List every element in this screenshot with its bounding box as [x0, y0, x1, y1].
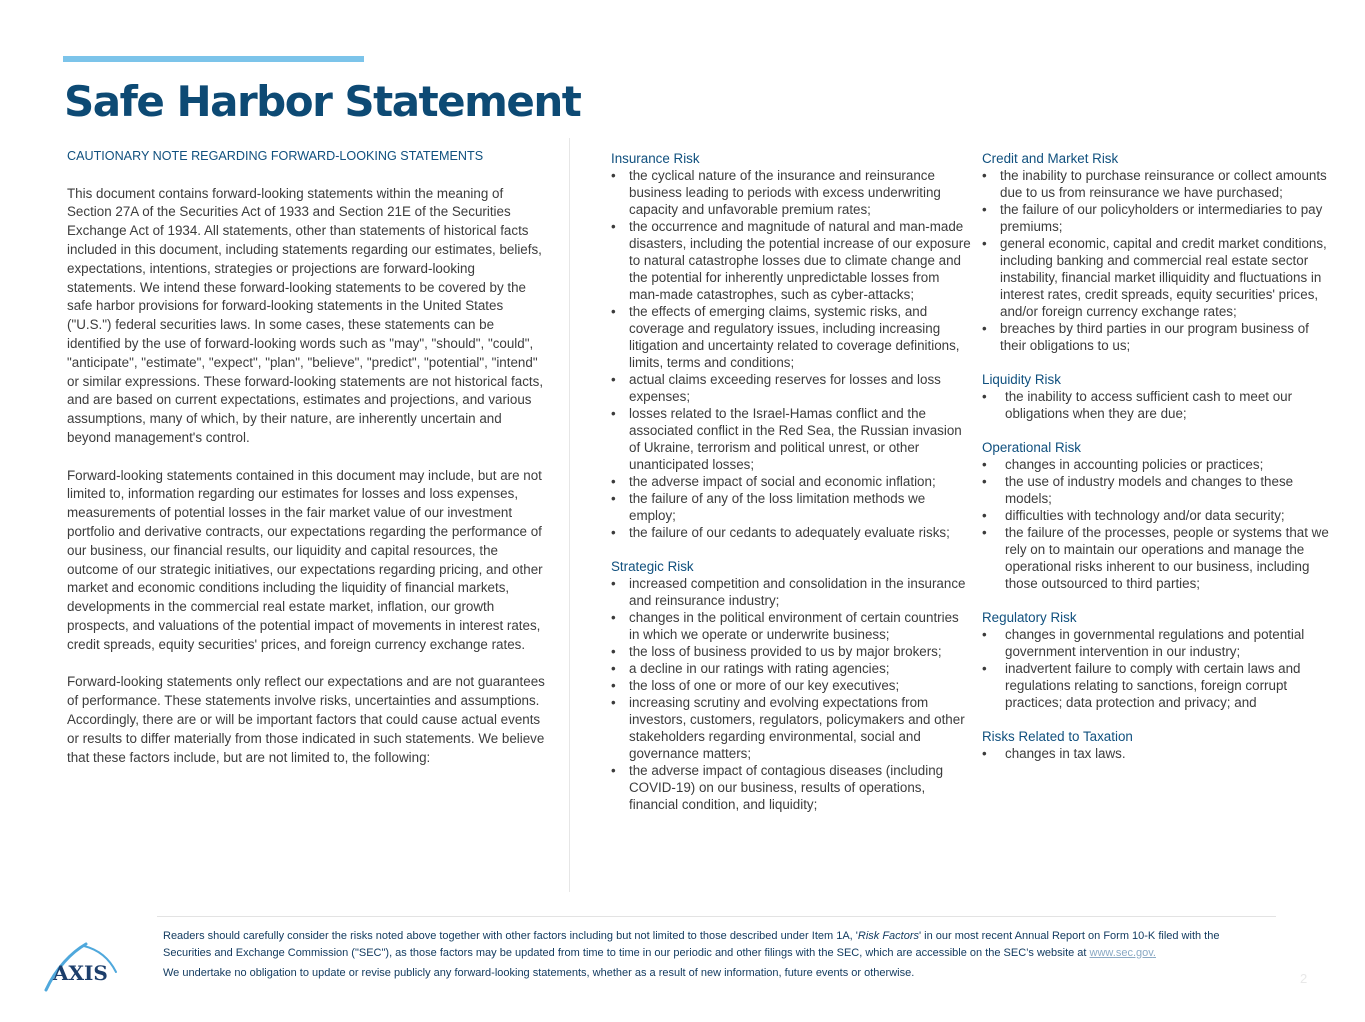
risk-item: • the loss of business provided to us by major brokers; [611, 643, 971, 660]
insurance-risk-list [611, 167, 971, 541]
credit-market-risk-list [982, 167, 1338, 354]
risk-item: • the loss of one or more of our key executives; [611, 677, 971, 694]
risk-item: • changes in accounting policies or practices; [982, 456, 1338, 473]
footer-link-suffix: . [1152, 946, 1156, 959]
operational-risk-list [982, 456, 1338, 592]
axis-logo-text: AXIS [53, 961, 108, 985]
footer-disclaimer: We undertake no obligation to update or revise publicly any forward-looking statements, whether as a result of new information, future events or otherwise. [163, 967, 915, 979]
risk-item: • inadvertent failure to comply with certain laws and regulations relating to sanctions, foreign corrupt practices; data protection and privacy; and [982, 660, 1338, 711]
taxation-risk-section [982, 728, 1338, 762]
footer-risk-note [163, 928, 1268, 961]
risk-item: • the effects of emerging claims, systemic risks, and coverage and regulatory issues, including increasing litigation and uncertainty related to coverage definitions, limits, terms and conditions; [611, 303, 971, 371]
page-title: Safe Harbor Statement [64, 77, 581, 126]
operational-risk-section [982, 439, 1338, 592]
footer-notes [163, 928, 1268, 982]
regulatory-risk-heading: Regulatory Risk [982, 610, 1077, 625]
risk-item: • a decline in our ratings with rating agencies; [611, 660, 971, 677]
risk-item: • the failure of our cedants to adequately evaluate risks; [611, 524, 971, 541]
risk-item: • difficulties with technology and/or data security; [982, 507, 1338, 524]
risk-column-right [982, 150, 1338, 779]
risk-item: • the adverse impact of social and economic inflation; [611, 473, 971, 490]
risk-item: • the failure of our policyholders or intermediaries to pay premiums; [982, 201, 1338, 235]
paragraph-scope: Forward-looking statements contained in this document may include, but are not limited to, information regarding our estimates for losses and loss expenses, measurements of potential losses in the fair market value of our investment portfolio and derivative contracts, our expectations regarding the performance of our business, our financial results, our liquidity and capital resources, the outcome of our strategic initiatives, our expectations regarding pricing, and other market and economic conditions including the liquidity of financial markets, developments in the commercial real estate market, inflation, our growth prospects, and valuations of the potential impact of movements in interest rates, credit spreads, equity securities' prices, and foreign currency exchange rates. [67, 467, 543, 652]
regulatory-risk-section [982, 609, 1338, 711]
risk-item: • general economic, capital and credit market conditions, including banking and commercial real estate sector instability, financial market illiquidity and fluctuations in interest rates, credit spreads, equity securities' prices, and/or foreign currency exchange rates; [982, 235, 1338, 320]
risk-item: • the failure of the processes, people or systems that we rely on to maintain our operations and manage the operational risks inherent to our business, including those outsourced to third parties; [982, 524, 1338, 592]
liquidity-risk-section [982, 371, 1338, 422]
risk-item: • the cyclical nature of the insurance and reinsurance business leading to periods with excess underwriting capacity and unfavorable premium rates; [611, 167, 971, 218]
cautionary-note-heading: CAUTIONARY NOTE REGARDING FORWARD-LOOKING STATEMENTS [67, 149, 484, 163]
risk-item: • the inability to access sufficient cash to meet our obligations when they are due; [982, 388, 1338, 422]
risk-column-middle [611, 150, 971, 830]
paragraph-expectations: Forward-looking statements only reflect our expectations and are not guarantees of performance. These statements involve risks, uncertainties and assumptions. Accordingly, there are or will be important factors that could cause actual events or results to differ materially from those indicated in such statements. We believe that these factors include, but are not limited to, the following: [67, 674, 545, 765]
strategic-risk-section [611, 558, 971, 813]
credit-market-risk-section [982, 150, 1338, 354]
axis-logo-mark [42, 942, 122, 996]
footer-text-body: ' in our most recent Annual Report on Form 10-K filed with the Securities and Exchange Commission ("SEC"), as those factors may be updated from time to time in our periodic and other filings with the SEC, which are accessible on the SEC’s website at [163, 930, 1220, 959]
sec-website-link[interactable]: www.sec.gov [1089, 946, 1153, 959]
liquidity-risk-list [982, 388, 1338, 422]
liquidity-risk-heading: Liquidity Risk [982, 372, 1061, 387]
risk-item: • losses related to the Israel-Hamas conflict and the associated conflict in the Red Sea, the Russian invasion of Ukraine, terrorism and political unrest, or other unanticipated losses; [611, 405, 971, 473]
operational-risk-heading: Operational Risk [982, 440, 1081, 455]
cautionary-note [67, 147, 547, 786]
footer-text-lead: Readers should carefully consider the risks noted above together with other factors including but not limited to those described under Item 1A, ' [163, 930, 858, 942]
risk-item: • changes in governmental regulations and potential government intervention in our industry; [982, 626, 1338, 660]
risk-item: • breaches by third parties in our program business of their obligations to us; [982, 320, 1338, 354]
strategic-risk-list [611, 575, 971, 813]
strategic-risk-heading: Strategic Risk [611, 559, 694, 574]
regulatory-risk-list [982, 626, 1338, 711]
risk-item: • the use of industry models and changes to these models; [982, 473, 1338, 507]
risk-item: • changes in the political environment of certain countries in which we operate or underwrite business; [611, 609, 971, 643]
column-divider [569, 138, 570, 892]
footer-divider [157, 916, 1276, 917]
risk-item: • the adverse impact of contagious diseases (including COVID-19) on our business, results of operations, financial condition, and liquidity; [611, 762, 971, 813]
risk-item: • the occurrence and magnitude of natural and man-made disasters, including the potential increase of our exposure to natural catastrophe losses due to climate change and the potential for inherently unpredictable losses from man-made catastrophes, such as cyber-attacks; [611, 218, 971, 303]
risk-item: • actual claims exceeding reserves for losses and loss expenses; [611, 371, 971, 405]
title-accent-bar [63, 56, 364, 62]
footer-risk-factors-term: Risk Factors [857, 930, 919, 942]
credit-market-risk-heading: Credit and Market Risk [982, 151, 1119, 166]
taxation-risk-heading: Risks Related to Taxation [982, 729, 1133, 744]
page-number: 2 [1300, 971, 1308, 986]
taxation-risk-list [982, 745, 1338, 762]
axis-logo [42, 942, 122, 996]
insurance-risk-heading: Insurance Risk [611, 151, 700, 166]
risk-item: • increased competition and consolidation in the insurance and reinsurance industry; [611, 575, 971, 609]
risk-item: • the inability to purchase reinsurance or collect amounts due to us from reinsurance we have purchased; [982, 167, 1338, 201]
risk-item: • the failure of any of the loss limitation methods we employ; [611, 490, 971, 524]
risk-item: • increasing scrutiny and evolving expectations from investors, customers, regulators, policymakers and other stakeholders regarding environmental, social and governance matters; [611, 694, 971, 762]
insurance-risk-section [611, 150, 971, 541]
paragraph-intro: This document contains forward-looking statements within the meaning of Section 27A of the Securities Act of 1933 and Section 21E of the Securities Exchange Act of 1934. All statements, other than statements of historical facts included in this document, including statements regarding our estimates, beliefs, expectations, intentions, strategies or projections are forward-looking statements. We intend these forward-looking statements to be covered by the safe harbor provisions for forward-looking statements in the United States ("U.S.") federal securities laws. In some cases, these statements can be identified by the use of forward-looking words such as "may", "should", "could", "anticipate", "estimate", "expect", "plan", "believe", "predict", "potential", "intend" or similar expressions. These forward-looking statements are not historical facts, and are based on current expectations, estimates and projections, and various assumptions, many of which, by their nature, are inherently uncertain and beyond management's control. [67, 185, 544, 445]
risk-item: • changes in tax laws. [982, 745, 1338, 762]
